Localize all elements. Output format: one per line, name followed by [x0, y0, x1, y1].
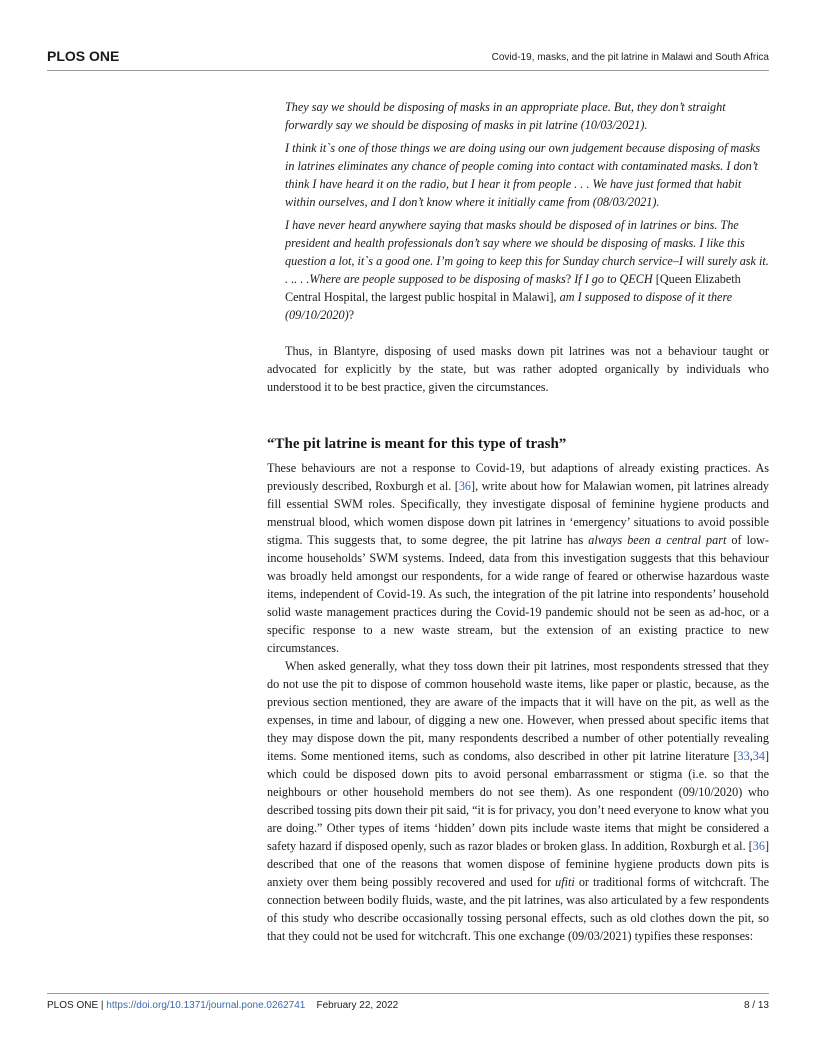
text-run: These behaviours are not a response to Covid-19, but adaptions of already existing practices. As previously described, Roxburgh et al. [ — [267, 461, 769, 493]
doi-link[interactable]: https://doi.org/10.1371/journal.pone.0262741 — [106, 1000, 306, 1011]
quote-2: I think it`s one of those things we are doing using our own judgement because disposing of masks in latrines eliminates any chance of people coming into contact with contaminated masks. I don’t think I have heard it on the radio, but I hear it from people . . . We have just formed that habit within ourselves, and I don’t know where it initially came from (08/03/2021). — [285, 141, 761, 209]
journal-name: PLOS ONE — [47, 48, 120, 64]
citation-36[interactable]: 36 — [458, 479, 472, 493]
citation-36[interactable]: 36 — [752, 839, 765, 853]
footer-journal: PLOS ONE — [47, 1000, 99, 1011]
paragraph-thus: Thus, in Blantyre, disposing of used masks down pit latrines was not a behaviour taught or advocated for explicitly by the state, but was rather adopted organically by individuals who understood it to be best practice, given the circumstances. — [267, 344, 769, 394]
quote-3-part: If I go to QECH — [574, 272, 653, 286]
paragraph-2 — [267, 657, 769, 945]
paragraph-1 — [267, 459, 769, 657]
quote-3-part: ? — [565, 272, 575, 286]
section-heading: “The pit latrine is meant for this type of trash” — [267, 436, 567, 452]
text-run: or traditional forms of witchcraft. The connection between bodily fluids, waste, and the pit latrines, was also articulated by a few respondents of this study who describe occasionally tossing personal effects, such as old clothes down the pit, so that they could not be used for witchcraft. This one exchange (09/03/2021) typifies these responses: — [267, 875, 770, 943]
quote-3 — [267, 216, 769, 324]
citation-34[interactable]: 34 — [752, 749, 765, 763]
main-content — [267, 98, 769, 945]
quote-3-part: ? — [348, 308, 355, 322]
text-run: When asked generally, what they toss down their pit latrines, most respondents stressed that they do not use the pit to dispose of common household waste items, like paper or plastic, because, as the previous section mentioned, they are aware of the impacts that it will have on the pit, as well as the expenses, in time and labour, of digging a new one. However, when pressed about specific items that they may dispose down the pit, many respondents described a number of other potentially revealing items. Some mentioned items, such as condoms, also described in other pit latrine literature [ — [267, 659, 769, 763]
publication-date: February 22, 2022 — [316, 1000, 399, 1011]
emphasis: ufiti — [555, 875, 575, 889]
running-title: Covid-19, masks, and the pit latrine in Malawi and South Africa — [491, 52, 769, 63]
text-run: ] which could be disposed down pits to avoid personal embarrassment or stigma (i.e. so that the neighbours or other household members do not see them). As one respondent (09/10/2020) who described tossing pits down their pit said, “it is for privacy, you don’t need everyone to know what you are doing.” Other types of items ‘hidden’ down pits include waste items that might be considered a safety hazard if disposed openly, such as razor blades or broken glass. In addition, Roxburgh et al. [ — [267, 749, 769, 853]
quote-1: They say we should be disposing of masks in an appropriate place. But, they don’t straight forwardly say we should be disposing of masks in pit latrine (10/03/2021). — [285, 100, 726, 132]
page-number: 8 / 13 — [743, 1000, 769, 1011]
text-run: of low-income households’ SWM systems. Indeed, data from this investigation suggests that this behaviour was broadly held amongst our respondents, for a wide range of feared or otherwise hazardous waste items, independent of Covid-19. As such, the integration of the pit latrine into respondents’ household solid waste management practices during the Covid-19 pandemic should not be seen as ad-hoc, or a specific response to a new waste stream, but the extension of an existing practice to new circumstances. — [267, 533, 769, 655]
quote-3-bracket: [Queen Elizabeth Central Hospital, the largest public hospital in Malawi], — [285, 272, 741, 304]
page-footer — [47, 993, 769, 1011]
text-run: ] described that one of the reasons that women dispose of feminine hygiene products down pits is anxiety over them being possibly recovered and used for — [267, 839, 769, 889]
quote-3-part: am I supposed to dispose of it there (09/10/2020) — [285, 290, 733, 322]
quote-3-part: I have never heard anywhere saying that masks should be disposed of in latrines or bins. The president and health professionals don’t say where we should be disposing of masks. I like this question a lot, it`s a good one. I’m going to keep this for Sunday church service–I will surely ask it. . .. . .Where are people supposed to be disposing of masks — [285, 218, 769, 286]
text-run: ], write about how for Malawian women, pit latrines already fill essential SWM roles. Specifically, they investigate disposal of feminine hygiene products and menstrual blood, which women dispose down pit latrines in ‘emergency’ situations to avoid possible stigma. This suggests that, to some degree, the pit latrine has — [267, 479, 770, 547]
page-header — [47, 46, 769, 71]
citation-33[interactable]: 33 — [737, 749, 750, 763]
text-run: , — [749, 749, 753, 763]
footer-separator: | — [98, 1000, 107, 1011]
emphasis: always been a central part — [588, 533, 727, 547]
